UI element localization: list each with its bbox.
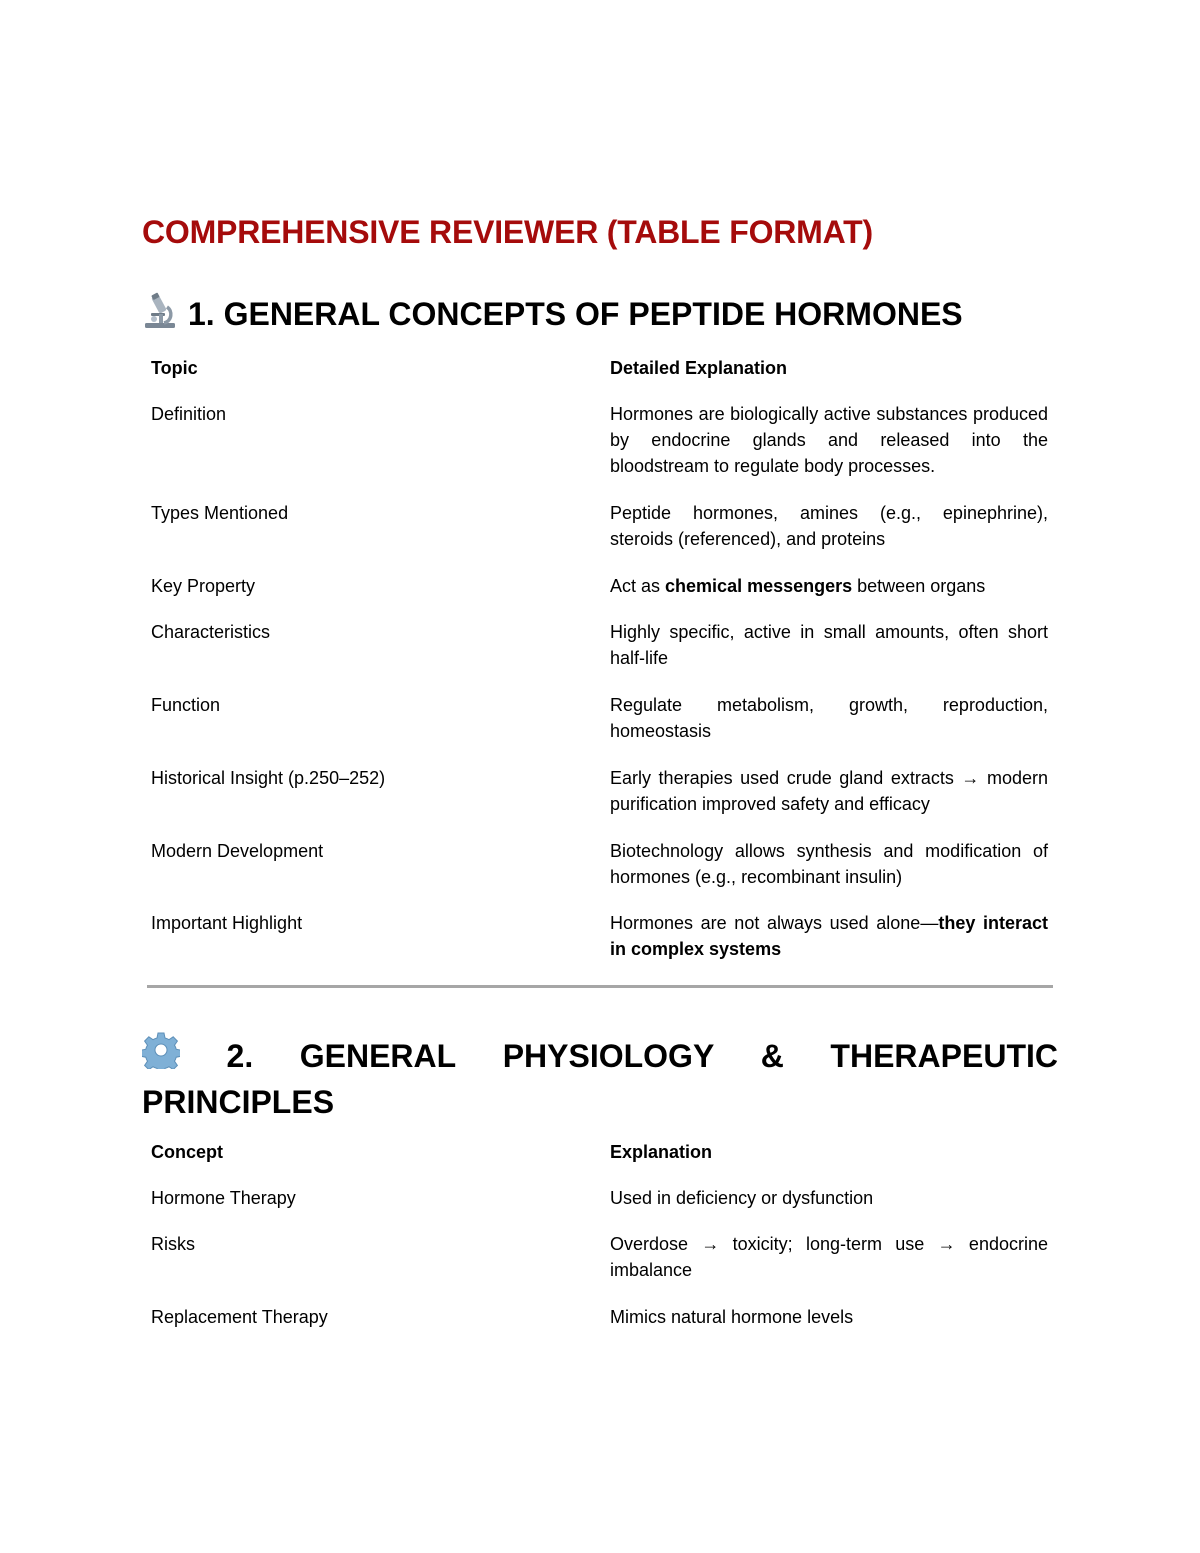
table-row	[151, 765, 1048, 817]
row-topic: Key Property	[151, 576, 256, 596]
document-title: COMPREHENSIVE REVIEWER (TABLE FORMAT)	[142, 214, 873, 250]
row-topic: Important Highlight	[151, 913, 303, 933]
explanation-text: Hormones are not always used alone—	[610, 913, 939, 933]
row-concept: Hormone Therapy	[151, 1188, 296, 1208]
section-2-heading-line-1	[142, 1031, 1058, 1080]
row-explanation: Peptide hormones, amines (e.g., epinephrine), steroids (referenced), and proteins	[610, 503, 1048, 549]
row-topic: Historical Insight (p.250–252)	[151, 768, 386, 788]
gear-icon	[142, 1031, 180, 1080]
section-2-heading	[142, 1031, 1058, 1124]
table-row	[151, 1185, 1048, 1211]
section-2-heading-line-2: PRINCIPLES	[142, 1084, 335, 1120]
explanation-text: between organs	[852, 576, 986, 596]
horizontal-divider	[147, 985, 1053, 988]
table-row	[151, 573, 1048, 599]
column-header-explanation: Detailed Explanation	[610, 358, 788, 378]
explanation-bold-text: chemical messengers	[665, 576, 853, 596]
table-header-row	[151, 355, 1048, 381]
table-row	[151, 838, 1048, 890]
heading-word: &	[760, 1037, 784, 1074]
row-explanation: Early therapies used crude gland extracts → modern purification improved safety and efficacy	[610, 768, 1048, 814]
row-topic: Characteristics	[151, 622, 271, 642]
row-explanation: Hormones are biologically active substances produced by endocrine glands and released into the bloodstream to regulate body processes.	[610, 404, 1048, 476]
section-1-table	[151, 355, 1048, 962]
heading-word: 2.	[226, 1037, 254, 1074]
section-2-table	[151, 1139, 1048, 1330]
row-topic: Modern Development	[151, 841, 324, 861]
column-header-concept: Concept	[151, 1142, 223, 1162]
heading-word: GENERAL	[299, 1037, 457, 1074]
row-topic: Definition	[151, 404, 227, 424]
row-explanation: Used in deficiency or dysfunction	[610, 1188, 874, 1208]
table-row	[151, 692, 1048, 744]
table-row	[151, 401, 1048, 479]
row-topic: Types Mentioned	[151, 503, 289, 523]
heading-word: PHYSIOLOGY	[502, 1037, 715, 1074]
table-row	[151, 1231, 1048, 1283]
table-header-row	[151, 1139, 1048, 1165]
row-concept: Replacement Therapy	[151, 1307, 328, 1327]
row-explanation: Biotechnology allows synthesis and modification of hormones (e.g., recombinant insulin)	[610, 841, 1048, 887]
explanation-text: Act as	[610, 576, 666, 596]
explanation-bold-text: they interact in complex systems	[610, 913, 1048, 959]
column-header-explanation: Explanation	[610, 1142, 713, 1162]
row-concept: Risks	[151, 1234, 195, 1254]
row-explanation: Overdose → toxicity; long-term use → endocrine imbalance	[610, 1234, 1048, 1280]
table-row	[151, 1304, 1048, 1330]
row-explanation: Highly specific, active in small amounts, often short half-life	[610, 622, 1048, 668]
microscope-icon	[142, 292, 178, 341]
section-1-title: 1. GENERAL CONCEPTS OF PEPTIDE HORMONES	[188, 296, 963, 332]
table-row	[151, 619, 1048, 671]
column-header-topic: Topic	[151, 358, 198, 378]
row-explanation: Regulate metabolism, growth, reproduction, homeostasis	[610, 695, 1048, 741]
table-row	[151, 910, 1048, 962]
row-topic: Function	[151, 695, 221, 715]
table-row	[151, 500, 1048, 552]
heading-word: THERAPEUTIC	[830, 1037, 1058, 1074]
row-explanation	[610, 573, 1048, 599]
row-explanation	[610, 910, 1048, 962]
row-explanation: Mimics natural hormone levels	[610, 1307, 854, 1327]
section-1-heading	[142, 292, 963, 341]
